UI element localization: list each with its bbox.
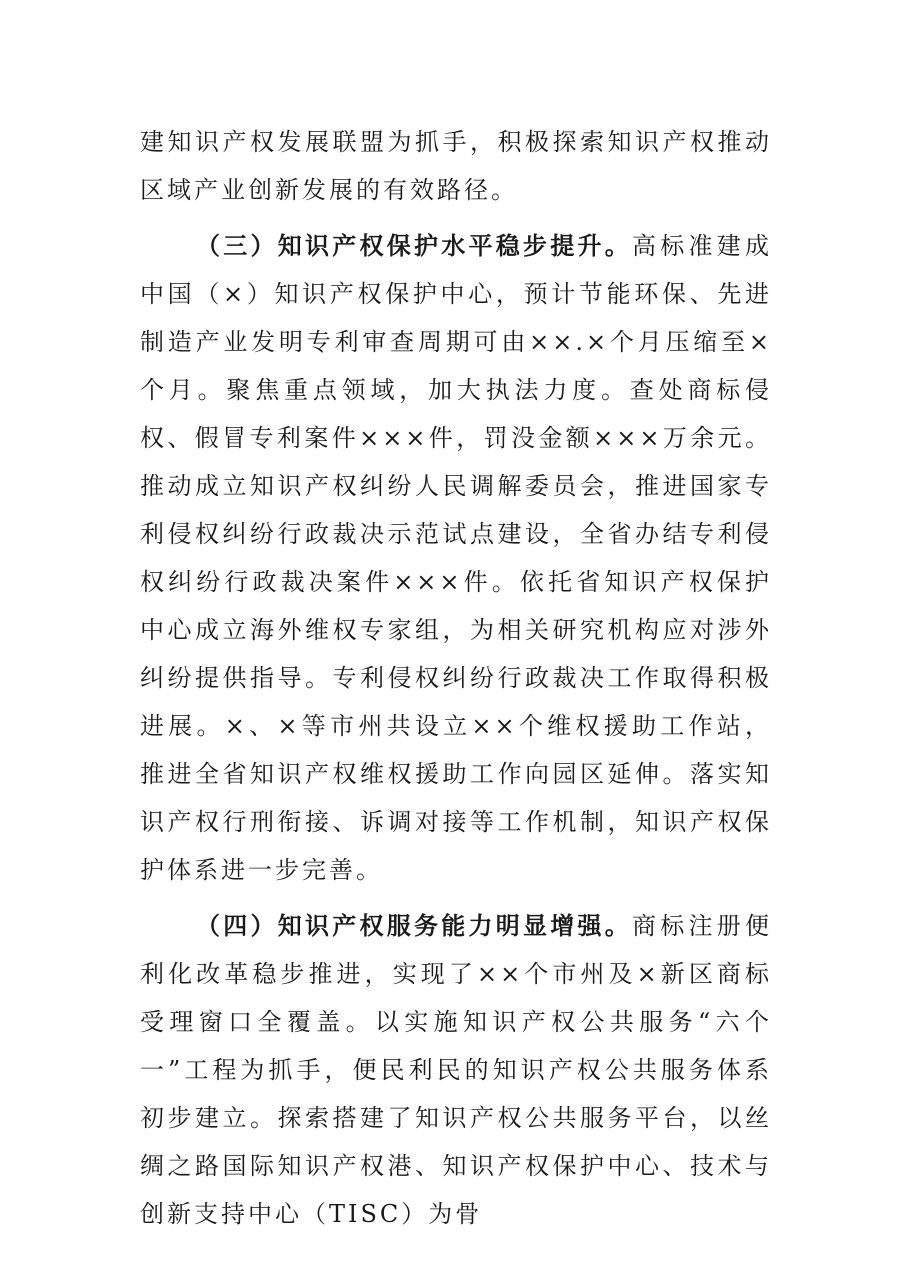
document-body	[140, 118, 772, 1246]
section-three-heading: （三）知识产权保护水平稳步提升。	[196, 232, 632, 260]
paragraph-text: 建知识产权发展联盟为抓手，积极探索知识产权推动区域产业创新发展的有效路径。	[140, 128, 772, 204]
section-four-paragraph	[140, 902, 772, 1238]
section-four-heading: （四）知识产权服务能力明显增强。	[196, 912, 632, 940]
section-three-text: 高标准建成中国（×）知识产权保护中心，预计节能环保、先进制造产业发明专利审查周期可由××.×个月压缩至×个月。聚焦重点领域，加大执法力度。查处商标侵权、假冒专利案件×××件，罚没金额×××万余元。推动成立知识产权纠纷人民调解委员会，推进国家专利侵权纠纷行政裁决示范试点建设，全省办结专利侵权纠纷行政裁决案件×××件。依托省知识产权保护中心成立海外维权专家组，为相关研究机构应对涉外纠纷提供指导。专利侵权纠纷行政裁决工作取得积极进展。×、×等市州共设立××个维权援助工作站，推进全省知识产权维权援助工作向园区延伸。落实知识产权行刑衔接、诉调对接等工作机制，知识产权保护体系进一步完善。	[140, 232, 772, 884]
section-three-paragraph	[140, 222, 772, 894]
section-four-text: 商标注册便利化改革稳步推进，实现了××个市州及×新区商标受理窗口全覆盖。以实施知识产权公共服务“六个一”工程为抓手，便民利民的知识产权公共服务体系初步建立。探索搭建了知识产权公共服务平台，以丝绸之路国际知识产权港、知识产权保护中心、技术与创新支持中心（TISC）为骨	[140, 912, 772, 1228]
paragraph-continuation	[140, 118, 772, 214]
